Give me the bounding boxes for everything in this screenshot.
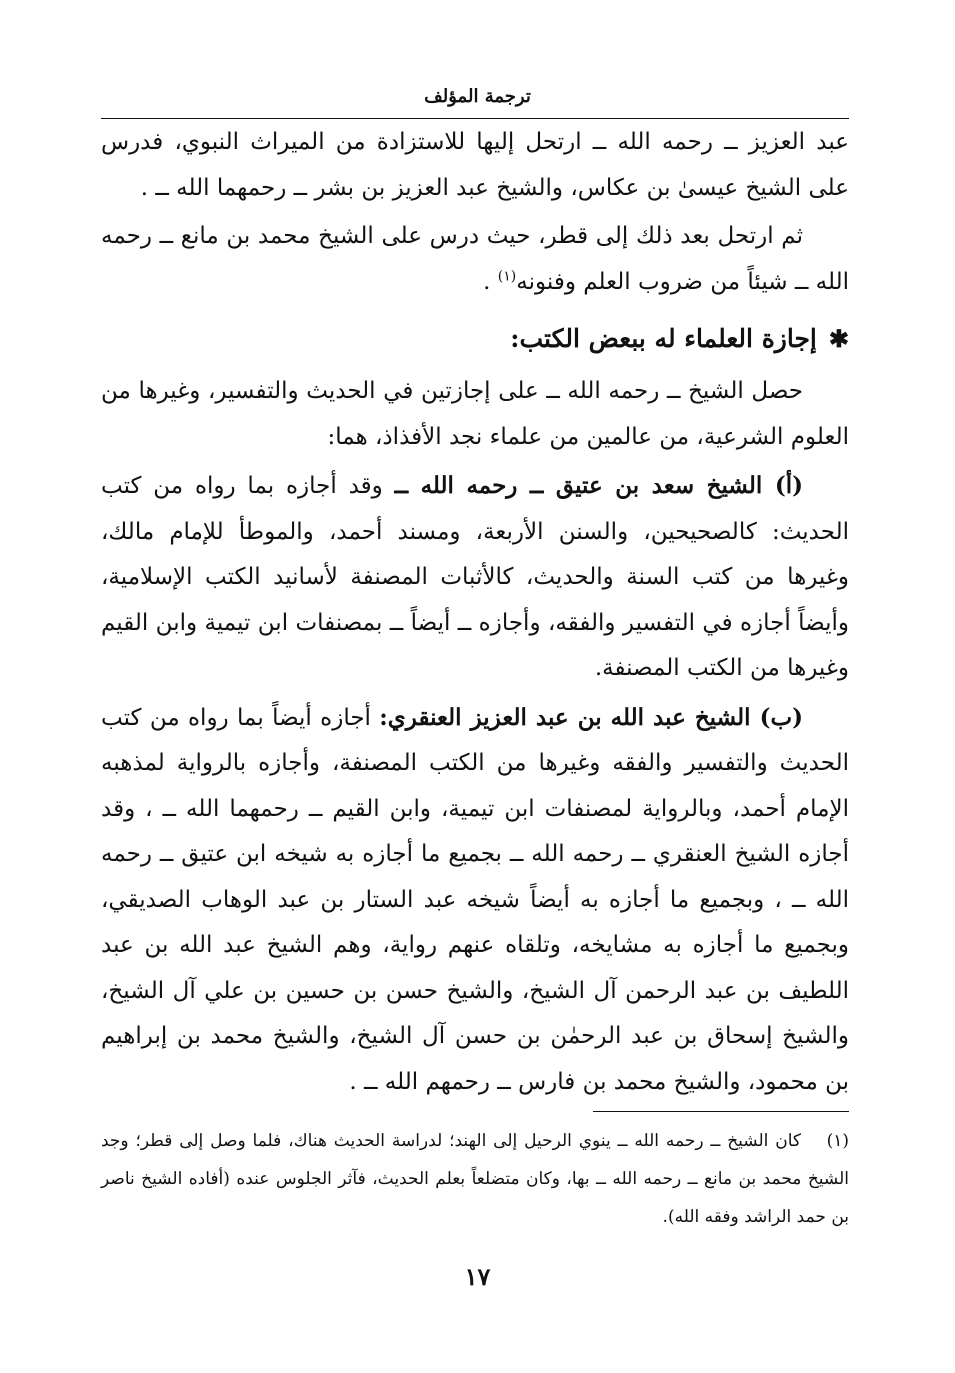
footnote-marker: (١) [826, 1131, 849, 1151]
section-heading-text: إجازة العلماء له ببعض الكتب: [510, 324, 817, 353]
paragraph-2-end: . [483, 268, 498, 295]
paragraph-1: عبد العزيز ــ رحمه الله ــ ارتحل إليها للاستزادة من الميراث النبوي، فدرس على الشيخ عيسىٰ بن عكاس، والشيخ عبد العزيز بن بشر ــ رحمهما الله ــ . [101, 129, 849, 201]
asterisk-icon: ✱ [828, 324, 849, 353]
paragraph-4-lead: (أ) الشيخ سعد بن عتيق ــ رحمه الله ــ [394, 472, 803, 499]
section-heading [101, 315, 849, 363]
paragraph-5-lead: (ب) الشيخ عبد الله بن عبد العزيز العنقري: [379, 703, 804, 731]
footnote-divider [593, 1111, 849, 1112]
page-number: ١٧ [464, 1262, 491, 1291]
header-divider [101, 118, 849, 119]
paragraph-2-text: ثم ارتحل بعد ذلك إلى قطر، حيث درس على الشيخ محمد بن مانع ــ رحمه الله ــ شيئاً من ضروب العلم وفنونه [101, 223, 849, 295]
footnote [101, 1122, 849, 1236]
footnote-text: كان الشيخ ــ رحمه الله ــ ينوي الرحيل إلى الهند؛ لدراسة الحديث هناك، فلما وصل إلى قطر؛ وجد الشيخ محمد بن مانع ــ رحمه الله ــ بها، وكان متضلعاً بعلم الحديث، فآثر الجلوس عنده (أفاده الشيخ ناصر بن حمد الراشد وفقه الله). [101, 1131, 849, 1227]
paragraph-4-text: وقد أجازه بما رواه من كتب الحديث: كالصحيحين، والسنن الأربعة، ومسند أحمد، والموطأ للإمام مالك، وغيرها من كتب السنة والحديث، كالأثبات المصنفة لأسانيد الكتب الإسلامية، وأيضاً أجازه في التفسير والفقه، وأجازه ــ أيضاً ــ بمصنفات ابن تيمية وابن القيم وغيرها من الكتب المصنفة. [101, 473, 849, 681]
footnote-reference: (١) [497, 267, 517, 284]
running-header: ترجمة المؤلف [424, 86, 531, 107]
paragraph-5-text: أجازه أيضاً بما رواه من كتب الحديث والتفسير والفقه وغيرها من الكتب المصنفة، وأجازه بالرواية لمذهبه الإمام أحمد، وبالرواية لمصنفات ابن تيمية، وابن القيم ــ رحمهما الله ــ ، وقد أجازه الشيخ العنقري ــ رحمه الله ــ بجميع ما أجازه به شيخه ابن عتيق ــ رحمه الله ــ ، وبجميع ما أجازه به أيضاً شيخه عبد الستار بن عبد الوهاب الصديقي، وبجميع ما أجازه به مشايخه، وتلقاه عنهم رواية، وهم الشيخ عبد الله بن عبد اللطيف بن عبد الرحمن آل الشيخ، والشيخ حسن بن حسين بن علي آل الشيخ، والشيخ إسحاق بن عبد الرحمٰن بن حسن آل الشيخ، والشيخ محمد بن إبراهيم بن محمود، والشيخ محمد بن فارس ــ رحمهم الله ــ . [101, 704, 849, 1095]
paragraph-5 [101, 695, 849, 1106]
body-text [101, 120, 849, 1105]
paragraph-3: حصل الشيخ ــ رحمه الله ــ على إجازتين في الحديث والتفسير، وغيرها من العلوم الشرعية، من عالمين من علماء نجد الأفذاذ، هما: [101, 378, 849, 450]
paragraph-2 [101, 214, 849, 305]
paragraph-4 [101, 463, 849, 692]
